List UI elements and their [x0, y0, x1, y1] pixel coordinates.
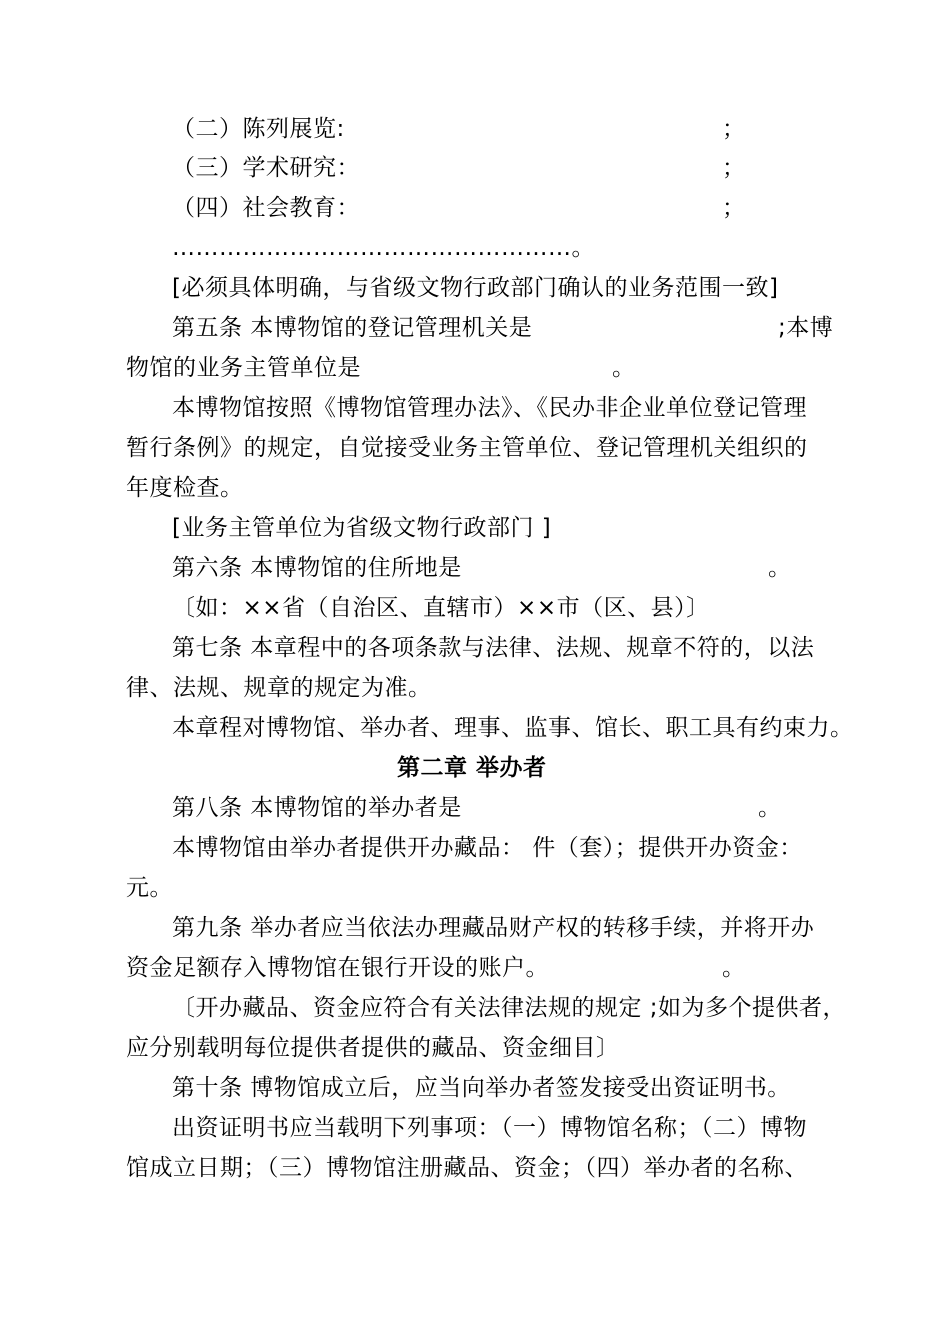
list-item-research: （三）学术研究： — [172, 155, 360, 181]
semicolon: ； — [722, 195, 746, 221]
article-6: 第六条 本博物馆的住所地是 — [172, 555, 462, 581]
article-10: 第十条 博物馆成立后，应当向举办者签发接受出资证明书。 — [172, 1075, 791, 1101]
period: 。 — [758, 795, 782, 821]
semicolon: ； — [722, 116, 746, 142]
note-contribution: 〔开办藏品、资金应符合有关法律法规的规定 ;如为多个提供者， — [172, 995, 847, 1021]
article-9: 第九条 举办者应当依法办理藏品财产权的转移手续，并将开办 — [172, 915, 815, 941]
note-business-scope: [必须具体明确，与省级文物行政部门确认的业务范围一致] — [172, 275, 779, 301]
paragraph-regulation: 本博物馆按照《博物馆管理办法》、《民办非企业单位登记管理 — [172, 395, 807, 421]
semicolon: ； — [722, 155, 746, 181]
article-5: 第五条 本博物馆的登记管理机关是 — [172, 315, 533, 341]
period: 。 — [768, 555, 792, 581]
article-7-cont: 律、法规、规章的规定为准。 — [126, 675, 432, 701]
paragraph-certificate-cont: 馆成立日期；（三）博物馆注册藏品、资金；（四）举办者的名称、 — [126, 1155, 808, 1181]
paragraph-regulation-cont: 暂行条例》的规定，自觉接受业务主管单位、登记管理机关组织的 — [126, 435, 808, 461]
article-5-end: ;本博 — [778, 315, 834, 341]
article-9-cont: 资金足额存入博物馆在银行开设的账户。 — [126, 955, 549, 981]
article-7: 第七条 本章程中的各项条款与法律、法规、规章不符的，以法 — [172, 635, 815, 661]
list-item-exhibition: （二）陈列展览: — [172, 116, 345, 142]
paragraph-regulation-end: 年度检查。 — [126, 475, 244, 501]
ellipsis-line: ……………………………………………。 — [172, 235, 595, 261]
note-address-example: 〔如：××省（自治区、直辖市）××市（区、县）〕 — [172, 595, 710, 621]
period: 。 — [722, 955, 746, 981]
article-8: 第八条 本博物馆的举办者是 — [172, 795, 462, 821]
paragraph-contribution: 本博物馆由举办者提供开办藏品： 件（套）；提供开办资金： — [172, 835, 803, 861]
paragraph-certificate: 出资证明书应当载明下列事项：（一）博物馆名称；（二）博物 — [172, 1115, 807, 1141]
list-item-education: （四）社会教育： — [172, 195, 360, 221]
article-5-cont: 物馆的业务主管单位是 — [126, 355, 361, 381]
note-supervisor: [业务主管单位为省级文物行政部门 ] — [172, 515, 552, 541]
paragraph-binding: 本章程对博物馆、举办者、理事、监事、馆长、职工具有约束力。 — [172, 715, 854, 741]
chapter-heading: 第二章 举办者 — [397, 755, 547, 781]
period: 。 — [612, 355, 636, 381]
paragraph-contribution-end: 元。 — [126, 875, 173, 901]
note-contribution-cont: 应分别载明每位提供者提供的藏品、资金细目〕 — [126, 1035, 620, 1061]
